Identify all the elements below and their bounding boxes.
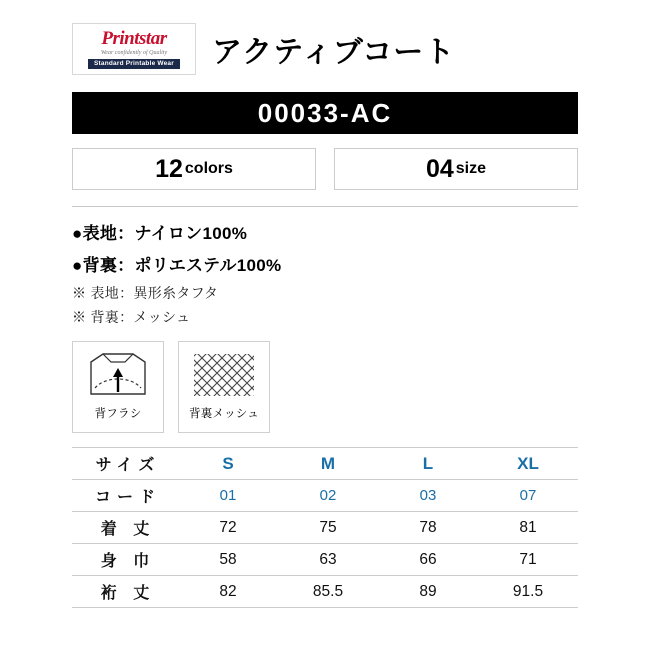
colors-count-value: 12	[155, 154, 183, 183]
size-count-box	[334, 148, 578, 190]
brand-name: Printstar	[101, 27, 167, 49]
sleeve-m: 85.5	[278, 576, 378, 608]
row-label-sleeve: 裄 丈	[72, 576, 178, 608]
material-shell: ●表地：ナイロン100%	[72, 224, 248, 243]
size-count-unit: size	[455, 160, 487, 177]
feature-back-flap	[72, 341, 164, 433]
size-table-header-row	[72, 448, 578, 480]
row-label-code: コード	[72, 480, 178, 512]
materials-section	[72, 219, 578, 327]
header	[72, 18, 578, 80]
back-flap-icon	[81, 348, 155, 402]
feature-mesh-lining-label: 背裏メッシュ	[189, 408, 259, 420]
size-table	[72, 447, 578, 608]
size-column-xl: XL	[478, 448, 578, 480]
mesh-lining-icon	[187, 348, 261, 402]
length-l: 78	[378, 512, 478, 544]
code-s: 01	[178, 480, 278, 512]
width-xl: 71	[478, 544, 578, 576]
size-column-s: S	[178, 448, 278, 480]
sleeve-s: 82	[178, 576, 278, 608]
spec-boxes	[72, 148, 578, 190]
table-row	[72, 544, 578, 576]
table-row	[72, 576, 578, 608]
product-code-band: 00033-AC	[72, 92, 578, 134]
row-label-length: 着 丈	[72, 512, 178, 544]
sleeve-xl: 91.5	[478, 576, 578, 608]
width-l: 66	[378, 544, 478, 576]
brand-bar-text: Standard Printable Wear	[88, 59, 180, 70]
size-column-l: L	[378, 448, 478, 480]
colors-count-box	[72, 148, 316, 190]
row-label-width: 身 巾	[72, 544, 178, 576]
note-lining: ※ 背裏：メッシュ	[72, 309, 191, 325]
page-title: アクティブコート	[212, 36, 456, 69]
size-table-header-label: サイズ	[72, 448, 178, 480]
table-row	[72, 480, 578, 512]
feature-mesh-lining	[178, 341, 270, 433]
code-m: 02	[278, 480, 378, 512]
width-m: 63	[278, 544, 378, 576]
colors-count-unit: colors	[184, 160, 233, 177]
code-l: 03	[378, 480, 478, 512]
length-xl: 81	[478, 512, 578, 544]
material-lining: ●背裏：ポリエステル100%	[72, 256, 282, 275]
brand-logo	[72, 23, 196, 75]
brand-tagline: Wear confidently of Quality	[100, 49, 168, 56]
code-xl: 07	[478, 480, 578, 512]
feature-back-flap-label: 背フラシ	[94, 408, 142, 420]
section-divider	[72, 206, 578, 207]
feature-icons	[72, 341, 578, 433]
note-shell: ※ 表地：異形糸タフタ	[72, 285, 219, 301]
length-s: 72	[178, 512, 278, 544]
sleeve-l: 89	[378, 576, 478, 608]
size-count-value: 04	[425, 154, 454, 183]
length-m: 75	[278, 512, 378, 544]
width-s: 58	[178, 544, 278, 576]
table-row	[72, 512, 578, 544]
size-column-m: M	[278, 448, 378, 480]
